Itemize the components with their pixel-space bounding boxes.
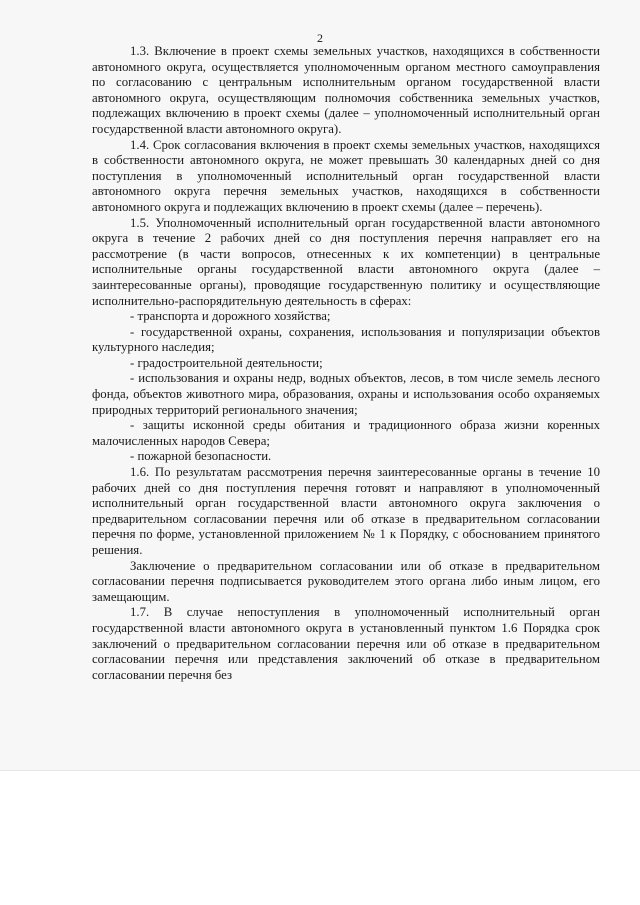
paragraph-1-4: 1.4. Срок согласования включения в проект схемы земельных участков, находящихся в собственности автономного округа, не может превышать 30 календарных дней со дня поступления в уполномоченный исполнительный орган государственной власти автономного округа перечня земельных участков, находящихся в собственности автономного округа и подлежащих включению в проект схемы (далее – перечень). <box>92 137 600 214</box>
paragraph-1-6: 1.6. По результатам рассмотрения перечня заинтересованные органы в течение 10 рабочих дней со дня поступления перечня готовят и направляют в уполномоченный исполнительный орган государственной власти автономного округа заключения о предварительном согласовании перечня или об отказе в предварительном согласовании перечня по форме, установленной приложением № 1 к Порядку, с обоснованием принятого решения. <box>92 465 600 557</box>
paragraph-1-5: 1.5. Уполномоченный исполнительный орган государственной власти автономного округа в течение 2 рабочих дней со дня поступления перечня направляет его на рассмотрение (в части вопросов, отнесенных к их компетенции) в центральные исполнительные органы государственной власти автономного округа (далее – заинтересованные органы), проводящие государственную политику и осуществляющие исполнительно-распорядительную деятельность в сферах: <box>92 215 600 308</box>
list-item-fire-safety: - пожарной безопасности. <box>130 449 272 464</box>
list-item-cultural-heritage: - государственной охраны, сохранения, использования и популяризации объектов культурного наследия; <box>92 324 600 355</box>
list-item-indigenous-peoples: - защиты исконной среды обитания и традиционного образа жизни коренных малочисленных народов Севера; <box>92 418 600 448</box>
paragraph-1-7: 1.7. В случае непоступления в уполномоченный исполнительный орган государственной власти автономного округа в установленный пунктом 1.6 Порядка срок заключений о предварительном согласовании перечня или об отказе в предварительном согласовании перечня или представления заключений об отказе в предварительном согласовании перечня без <box>92 605 600 682</box>
list-item-transport: - транспорта и дорожного хозяйства; <box>130 309 331 324</box>
list-item-urban-planning: - градостроительной деятельности; <box>130 355 323 370</box>
paragraph-1-3: 1.3. Включение в проект схемы земельных участков, находящихся в собственности автономного округа, осуществляется уполномоченным органом местного самоуправления по согласованию с центральным исполнительным органом государственной власти автономного округа, осуществляющим полномочия собственника земельных участков, подлежащих включению в проект схемы (далее – уполномоченный исполнительный орган государственной власти автономного округа). <box>92 44 600 136</box>
document-body <box>92 44 600 683</box>
paragraph-conclusion-signature: Заключение о предварительном согласовании или об отказе в предварительном согласовании перечня подписывается руководителем этого органа либо иным лицом, его замещающим. <box>92 558 600 604</box>
list-item-natural-resources: - использования и охраны недр, водных объектов, лесов, в том числе земель лесного фонда, объектов животного мира, образования, охраны и использования особо охраняемых природных территорий регионального значения; <box>92 371 600 417</box>
page-number: 2 <box>317 31 323 45</box>
